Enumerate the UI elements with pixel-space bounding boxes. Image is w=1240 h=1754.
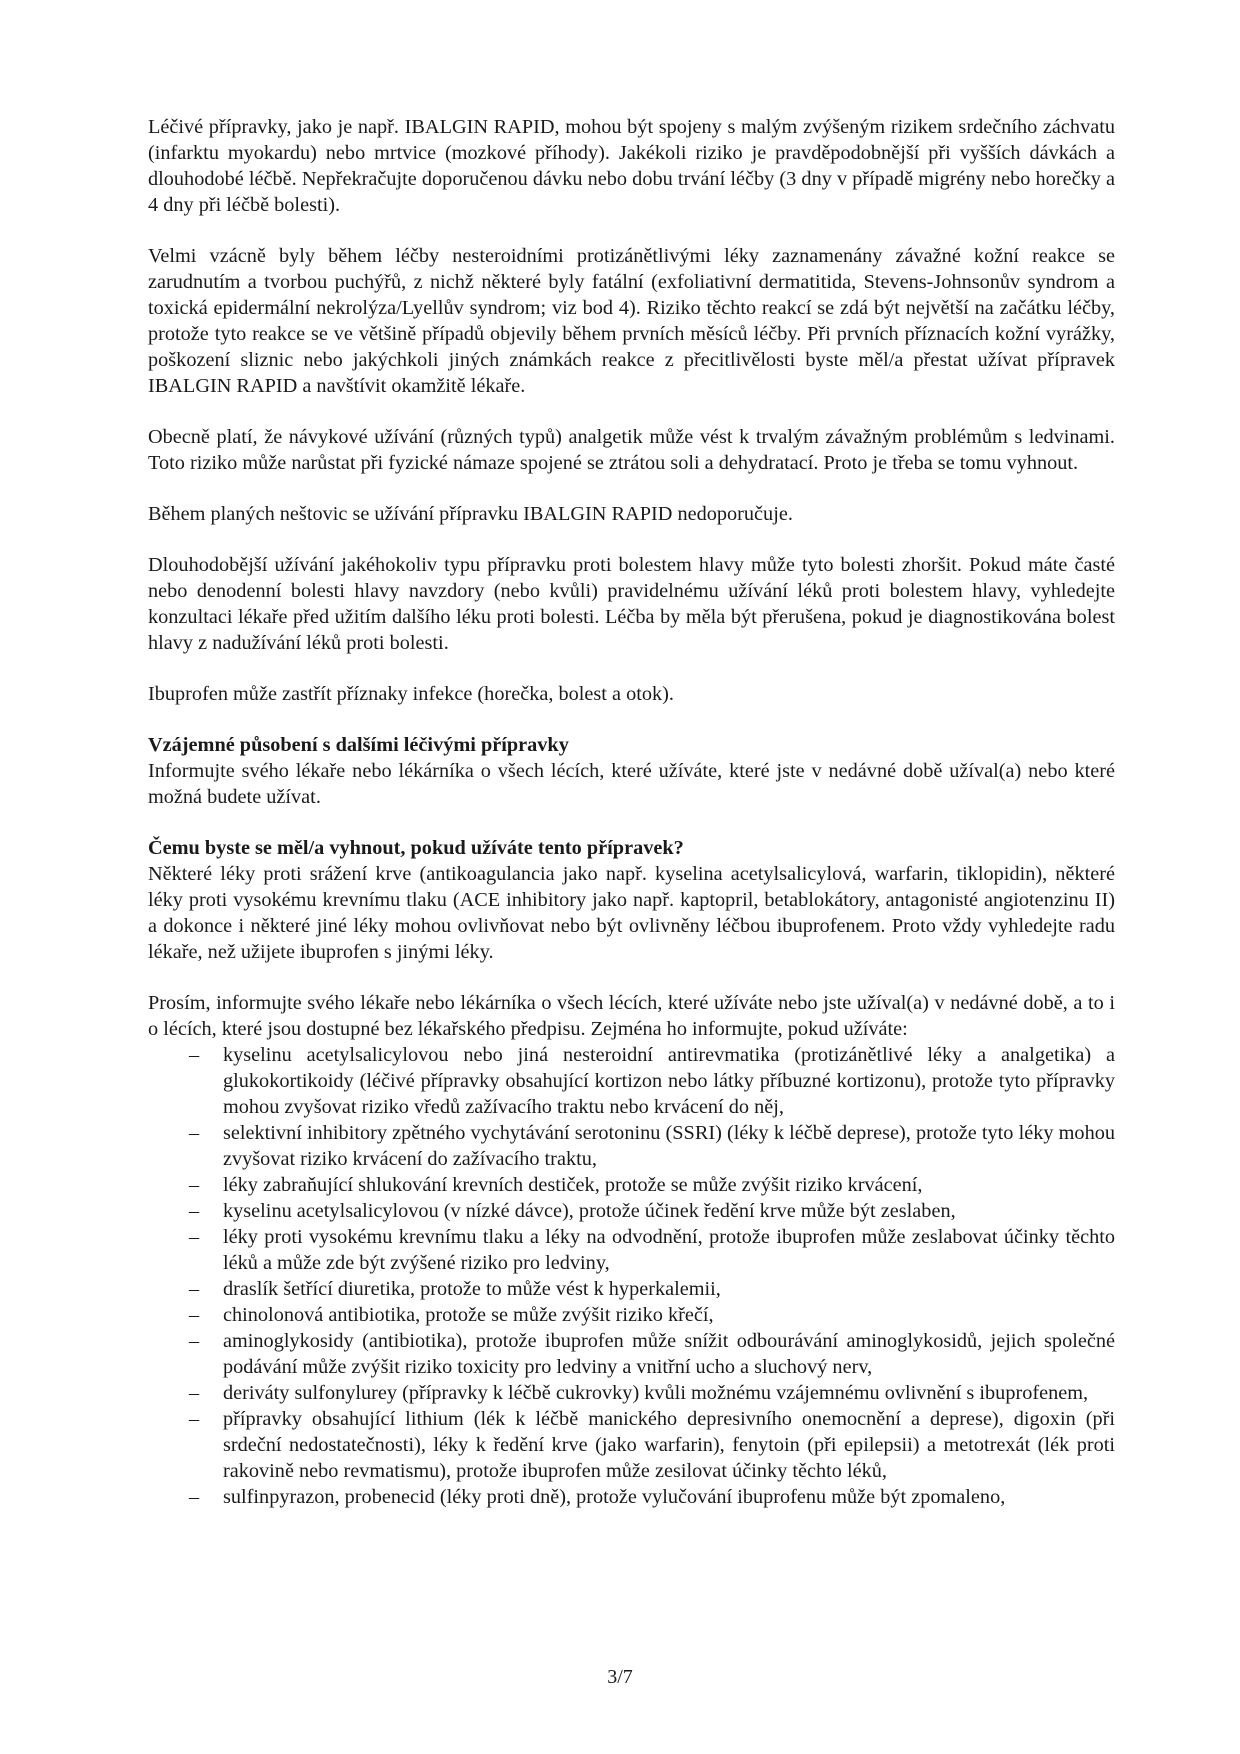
paragraph-chickenpox: Během planých neštovic se užívání přípravku IBALGIN RAPID nedoporučuje. xyxy=(148,503,793,525)
list-item: – draslík šetřící diuretika, protože to může vést k hyperkalemii, xyxy=(189,1278,721,1300)
dash-bullet-icon: – xyxy=(189,1122,200,1144)
list-item: – selektivní inhibitory zpětného vychytávání serotoninu (SSRI) (léky k léčbě deprese), protože tyto léky mohou zvyšovat riziko krvácení do zažívacího traktu, xyxy=(189,1122,1115,1170)
dash-bullet-icon: – xyxy=(189,1330,200,1352)
dash-bullet-icon: – xyxy=(189,1486,200,1508)
list-item: – přípravky obsahující lithium (lék k léčbě manického depresivního onemocnění a deprese), digoxin (při srdeční nedostatečnosti), léky k ředění krve (jako warfarin), fenytoin (při epilepsii) a metotrexát (lék proti rakovině nebo revmatismu), protože ibuprofen může zesilovat účinky těchto léků, xyxy=(189,1408,1115,1482)
medication-list xyxy=(148,1042,1115,1510)
interaction-section xyxy=(148,732,1115,810)
dash-bullet-icon: – xyxy=(189,1304,200,1326)
list-item: – sulfinpyrazon, probenecid (léky proti dně), protože vylučování ibuprofenu může být zpomaleno, xyxy=(189,1486,1006,1508)
dash-bullet-icon: – xyxy=(189,1382,200,1404)
paragraph-headache-overuse: Dlouhodobější užívání jakéhokoliv typu přípravku proti bolestem hlavy může tyto bolesti zhoršit. Pokud máte časté nebo denodenní bolesti hlavy navzdory (nebo kvůli) pravidelnému užívání léků proti bolestem hlavy, vyhledejte konzultaci lékaře před užitím dalšího léku proti bolesti. Léčba by měla být přerušena, pokud je diagnostikována bolest hlavy z nadužívání léků proti bolesti. xyxy=(148,554,1115,654)
list-item: – aminoglykosidy (antibiotika), protože ibuprofen může snížit odbourávání aminoglykosidů, jejich společné podávání může zvýšit riziko toxicity pro ledviny a vnitřní ucho a sluchový nerv, xyxy=(189,1330,1115,1378)
list-item: – deriváty sulfonylurey (přípravky k léčbě cukrovky) kvůli možnému vzájemnému ovlivnění s ibuprofenem, xyxy=(189,1382,1089,1404)
list-item: – léky zabraňující shlukování krevních destiček, protože se může zvýšit riziko krvácení, xyxy=(189,1174,923,1196)
dash-bullet-icon: – xyxy=(189,1174,200,1196)
avoid-text: Některé léky proti srážení krve (antikoagulancia jako např. kyselina acetylsalicylová, warfarin, tiklopidin), některé léky proti vysokému krevnímu tlaku (ACE inhibitory jako např. kaptopril, betablokátory, antagonisté angiotenzinu II) a dokonce i některé jiné léky mohou ovlivňovat nebo být ovlivněny léčbou ibuprofenem. Proto vždy vyhledejte radu lékaře, než užijete ibuprofen s jinými léky. xyxy=(148,863,1115,963)
dash-bullet-icon: – xyxy=(189,1200,200,1222)
dash-bullet-icon: – xyxy=(189,1408,200,1430)
interaction-heading: Vzájemné působení s dalšími léčivými přípravky xyxy=(148,734,569,756)
paragraph-infection-masking: Ibuprofen může zastřít příznaky infekce (horečka, bolest a otok). xyxy=(148,683,674,705)
interaction-text: Informujte svého lékaře nebo lékárníka o všech lécích, které užíváte, které jste v nedávné době užíval(a) nebo které možná budete užívat. xyxy=(148,760,1115,808)
avoid-section xyxy=(148,835,1115,965)
paragraph-kidney-risk: Obecně platí, že návykové užívání (různých typů) analgetik může vést k trvalým závažným problémům s ledvinami. Toto riziko může narůstat při fyzické námaze spojené se ztrátou soli a dehydratací. Proto je třeba se tomu vyhnout. xyxy=(148,426,1115,474)
avoid-heading: Čemu byste se měl/a vyhnout, pokud užíváte tento přípravek? xyxy=(148,837,684,859)
list-item: – chinolonová antibiotika, protože se může zvýšit riziko křečí, xyxy=(189,1304,714,1326)
list-item: – kyselinu acetylsalicylovou (v nízké dávce), protože účinek ředění krve může být zeslaben, xyxy=(189,1200,956,1222)
paragraph-skin-reactions: Velmi vzácně byly během léčby nesteroidními protizánětlivými léky zaznamenány závažné kožní reakce se zarudnutím a tvorbou puchýřů, z nichž některé byly fatální (exfoliativní dermatitida, Stevens-Johnsonův syndrom a toxická epidermální nekrolýza/Lyellův syndrom; viz bod 4). Riziko těchto reakcí se zdá být největší na začátku léčby, protože tyto reakce se ve většině případů objevily během prvních měsíců léčby. Při prvních příznacích kožní vyrážky, poškození sliznic nebo jakýchkoli jiných známkách reakce z přecitlivělosti byste měl/a přestat užívat přípravek IBALGIN RAPID a navštívit okamžitě lékaře. xyxy=(148,245,1115,397)
paragraph-cardiovascular-risk: Léčivé přípravky, jako je např. IBALGIN RAPID, mohou být spojeny s malým zvýšeným rizikem srdečního záchvatu (infarktu myokardu) nebo mrtvice (mozkové příhody). Jakékoli riziko je pravděpodobnější při vyšších dávkách a dlouhodobé léčbě. Nepřekračujte doporučenou dávku nebo dobu trvání léčby (3 dny v případě migrény nebo horečky a 4 dny při léčbě bolesti). xyxy=(148,116,1115,216)
page-number: 3/7 xyxy=(607,1666,633,1688)
dash-bullet-icon: – xyxy=(189,1044,200,1066)
list-intro: Prosím, informujte svého lékaře nebo lékárníka o všech lécích, které užíváte nebo jste užíval(a) v nedávné době, a to i o lécích, které jsou dostupné bez lékařského předpisu. Zejména ho informujte, pokud užíváte: xyxy=(148,992,1115,1040)
dash-bullet-icon: – xyxy=(189,1226,200,1248)
dash-bullet-icon: – xyxy=(189,1278,200,1300)
list-item: – kyselinu acetylsalicylovou nebo jiná nesteroidní antirevmatika (protizánětlivé léky a analgetika) a glukokortikoidy (léčivé přípravky obsahující kortizon nebo látky příbuzné kortizonu), protože tyto přípravky mohou zvyšovat riziko vředů zažívacího traktu nebo krvácení do něj, xyxy=(189,1044,1115,1118)
list-item: – léky proti vysokému krevnímu tlaku a léky na odvodnění, protože ibuprofen může zeslabovat účinky těchto léků a může zde být zvýšené riziko pro ledviny, xyxy=(189,1226,1115,1274)
